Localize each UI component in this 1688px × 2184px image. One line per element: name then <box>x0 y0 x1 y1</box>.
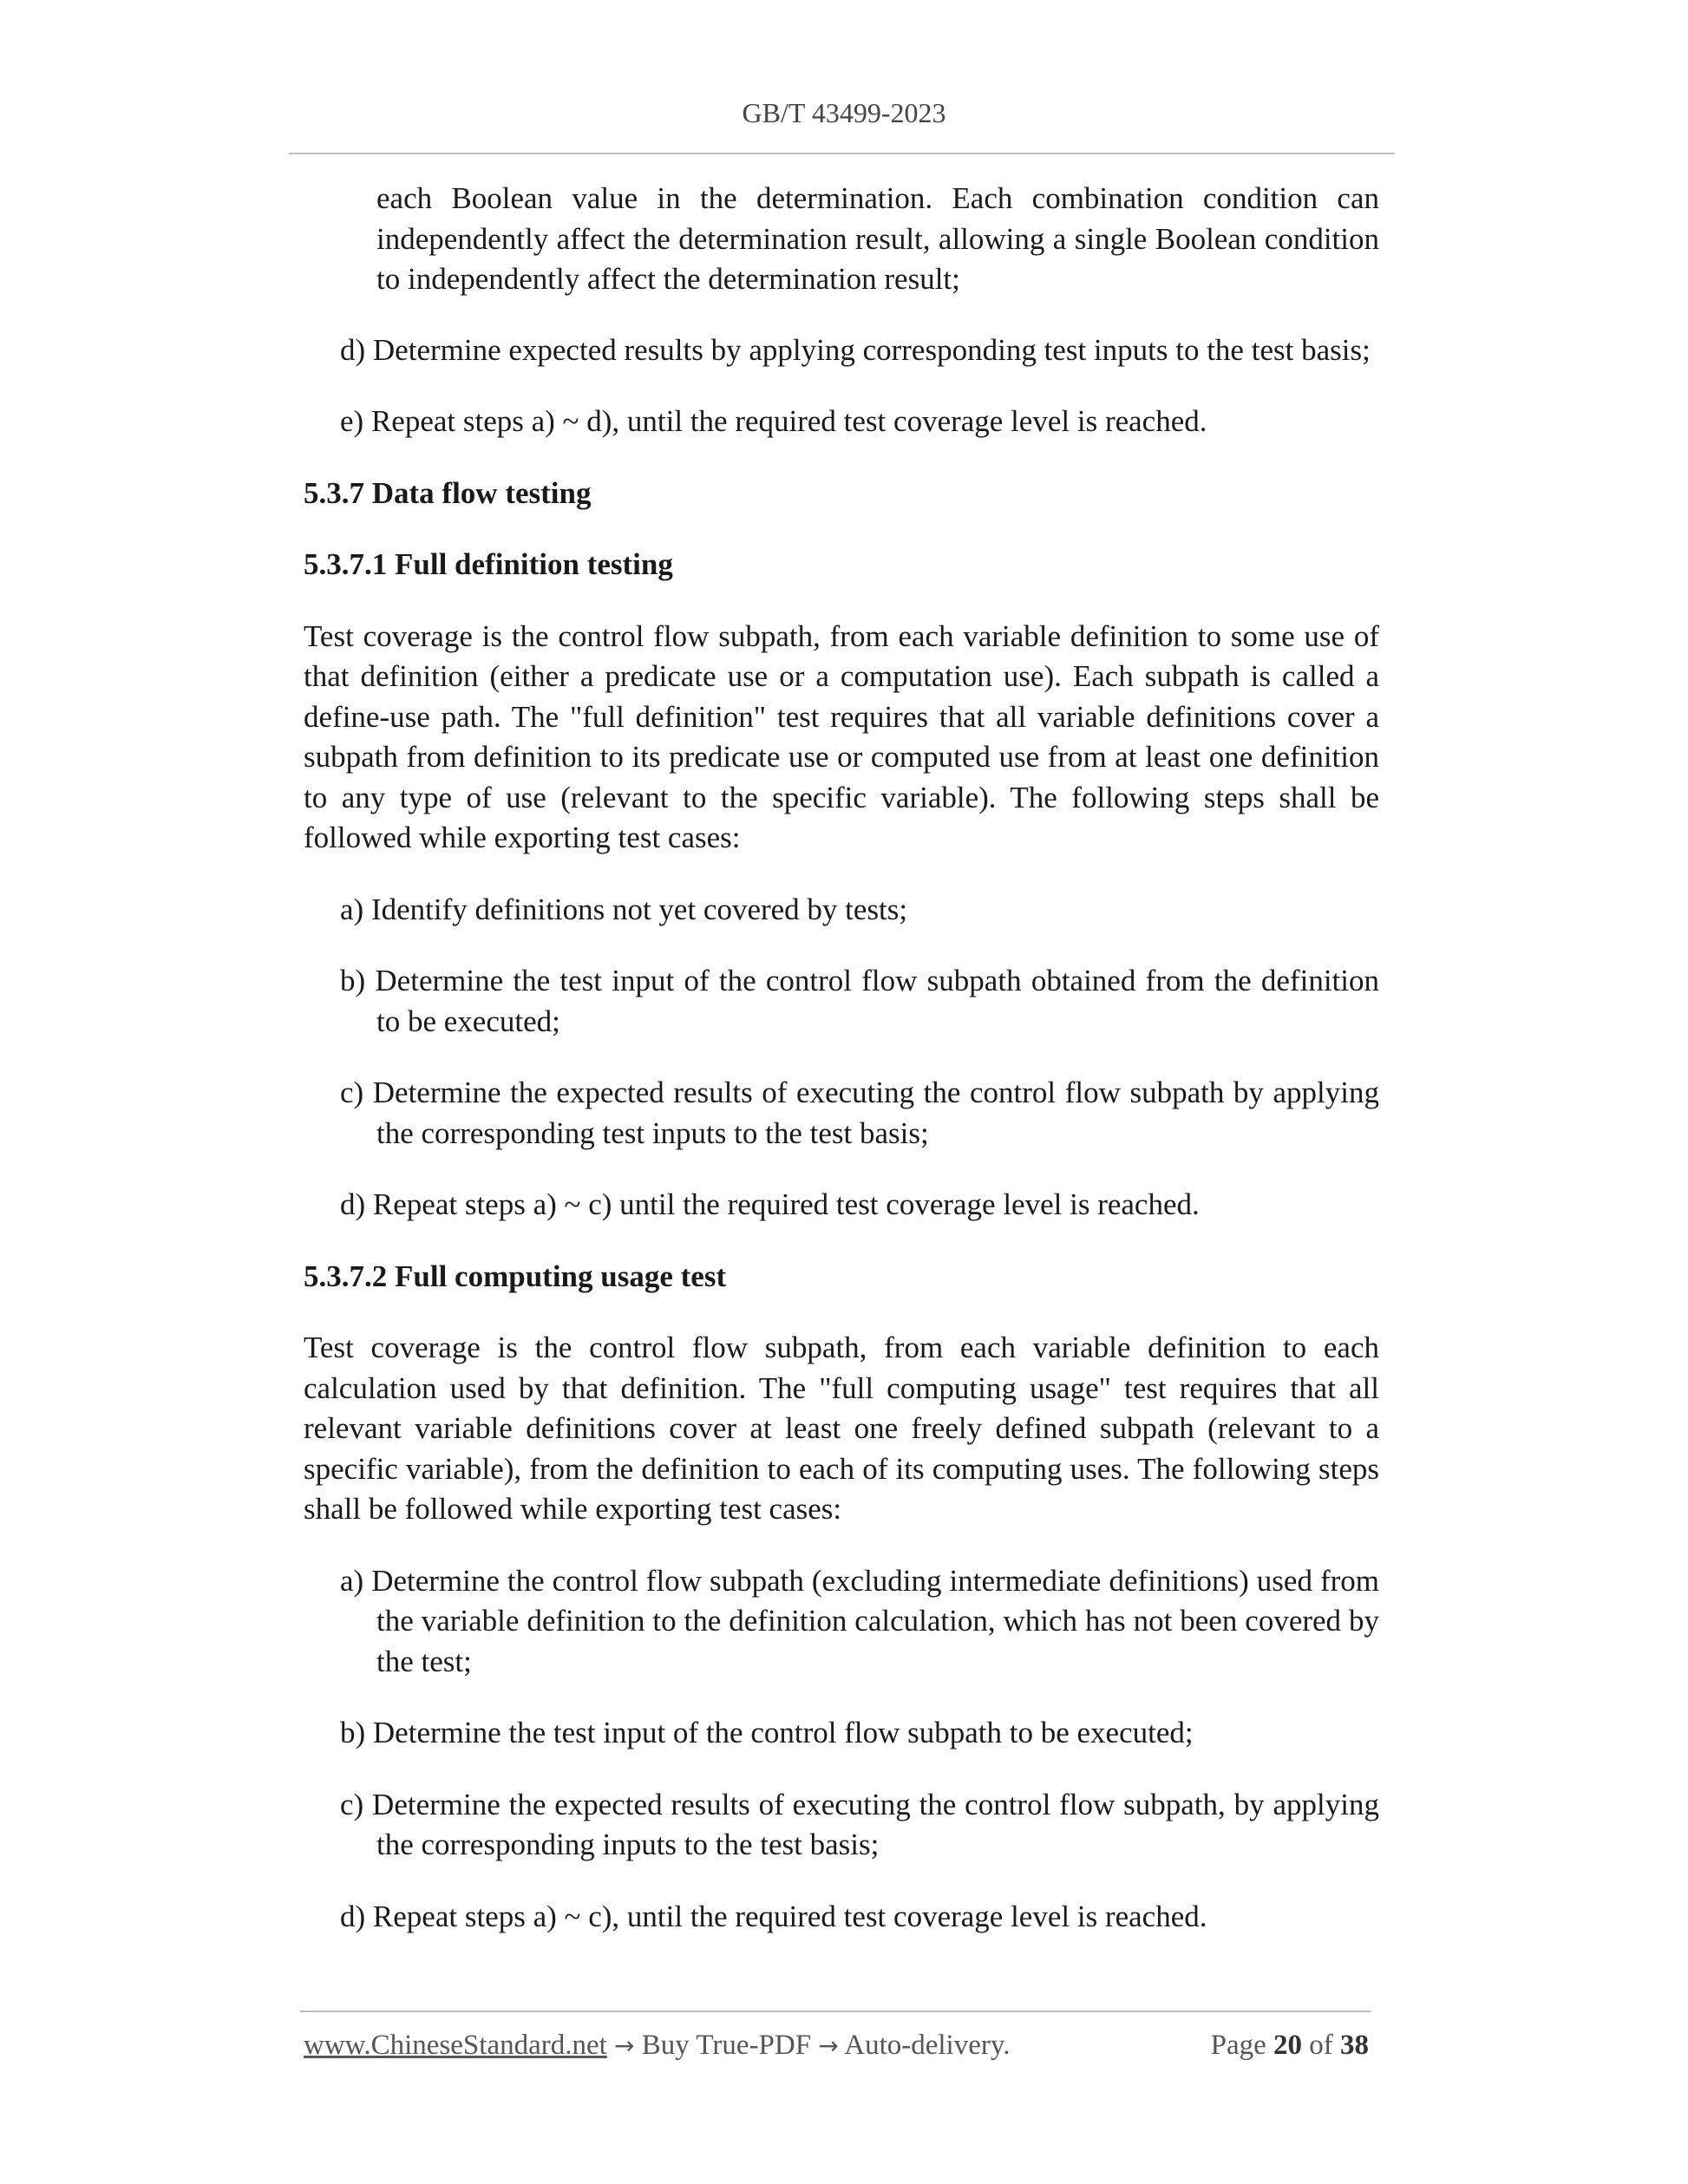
list-item-c: c) Determine the expected results of executing the control flow subpath, by applying the corresponding inputs to the test basis; <box>340 1787 1379 1861</box>
list-item-a: a) Identify definitions not yet covered by tests; <box>340 892 908 926</box>
list-item-a: a) Determine the control flow subpath (excluding intermediate definitions) used from the variable definition to the definition calculation, which has not been covered by the test; <box>340 1563 1379 1678</box>
arrow-right-icon: → <box>818 2031 839 2060</box>
page-number <box>1211 2030 1369 2062</box>
page-content <box>304 179 1379 1968</box>
site-link[interactable]: www.ChineseStandard.net <box>304 2030 607 2061</box>
list-item-c: c) Determine the expected results of executing the control flow subpath by applying the corresponding test inputs to the test basis; <box>340 1076 1379 1150</box>
section-heading-5-3-7: 5.3.7 Data flow testing <box>304 475 592 510</box>
list-item-e: e) Repeat steps a) ~ d), until the required test coverage level is reached. <box>340 404 1207 438</box>
section-heading-5-3-7-1: 5.3.7.1 Full definition testing <box>304 547 673 581</box>
list-item-d: d) Repeat steps a) ~ c), until the required test coverage level is reached. <box>340 1899 1207 1933</box>
list-item-d: d) Determine expected results by applying corresponding test inputs to the test basis; <box>340 332 1371 367</box>
of-label: of <box>1309 2030 1333 2061</box>
section-heading-5-3-7-2: 5.3.7.2 Full computing usage test <box>304 1259 727 1293</box>
section-paragraph: Test coverage is the control flow subpath, from each variable definition to some use of that definition (either a predicate use or a computation use). Each subpath is called a define-use path. The "full definition" test requires that all variable definitions cover a subpath from definition to its predicate use or computed use from at least one definition to any type of use (relevant to the specific variable). The following steps shall be followed while exporting test cases: <box>304 618 1379 854</box>
auto-delivery-text: Auto-delivery. <box>844 2030 1011 2061</box>
current-page: 20 <box>1273 2030 1302 2061</box>
list-item-b: b) Determine the test input of the control flow subpath obtained from the definition to be executed; <box>340 964 1379 1038</box>
footer-divider <box>300 2011 1371 2012</box>
section-paragraph: Test coverage is the control flow subpath, from each variable definition to each calculation used by that definition. The "full computing usage" test requires that all relevant variable definitions cover at least one freely defined subpath (relevant to a specific variable), from the definition to each of its computing uses. The following steps shall be followed while exporting test cases: <box>304 1331 1379 1526</box>
list-item-d: d) Repeat steps a) ~ c) until the required test coverage level is reached. <box>340 1187 1200 1221</box>
total-pages: 38 <box>1340 2030 1369 2061</box>
page-footer <box>304 2030 1369 2062</box>
arrow-right-icon: → <box>614 2031 635 2060</box>
document-header: GB/T 43499-2023 <box>742 97 946 128</box>
buy-pdf-text: Buy True-PDF <box>641 2030 812 2061</box>
list-item-b: b) Determine the test input of the control flow subpath to be executed; <box>340 1716 1194 1749</box>
header-divider <box>289 153 1395 154</box>
continued-item-text: each Boolean value in the determination. Each combination condition can independently affect the determination result, allowing a single Boolean condition to independently affect the determination result; <box>376 181 1379 296</box>
page-label: Page <box>1210 2030 1266 2061</box>
